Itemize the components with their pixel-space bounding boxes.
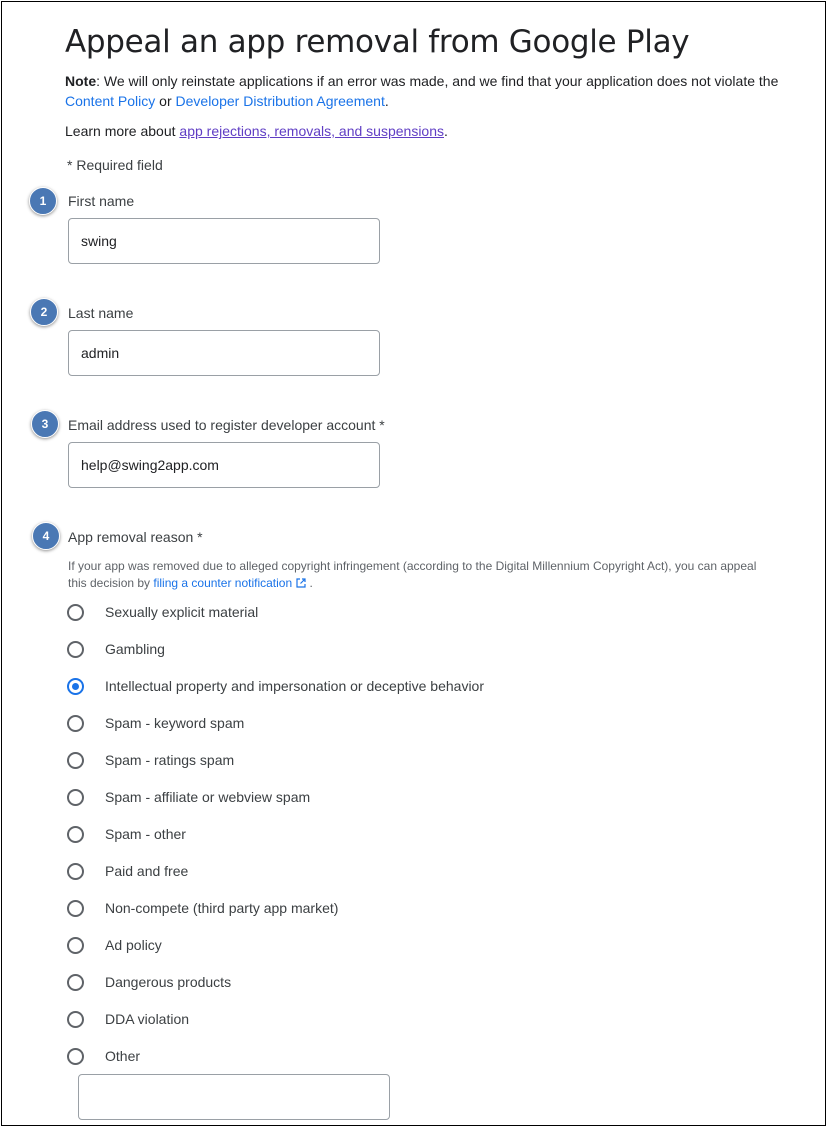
radio-unchecked-icon[interactable] [67, 752, 84, 769]
reason-option-label: Spam - keyword spam [105, 715, 245, 731]
radio-unchecked-icon[interactable] [67, 900, 84, 917]
radio-unchecked-icon[interactable] [67, 974, 84, 991]
step-badge-2: 2 [30, 298, 58, 326]
reason-option-label: Intellectual property and impersonation or deceptive behavior [105, 678, 485, 694]
email-input[interactable] [68, 442, 380, 488]
reason-option-label: Non-compete (third party app market) [105, 900, 339, 916]
radio-unchecked-icon[interactable] [67, 1048, 84, 1065]
reason-option[interactable] [67, 859, 567, 883]
content-policy-link[interactable]: Content Policy [65, 93, 156, 109]
step-badge-4: 4 [32, 522, 60, 550]
step-badge-1: 1 [29, 187, 57, 215]
counter-notification-link-label: filing a counter notification [153, 576, 293, 590]
first-name-label: First name [68, 193, 135, 209]
radio-unchecked-icon[interactable] [67, 826, 84, 843]
step-badge-3: 3 [31, 410, 59, 438]
radio-unchecked-icon[interactable] [67, 1011, 84, 1028]
reason-option-label: Paid and free [105, 863, 189, 879]
reason-option[interactable] [67, 637, 567, 661]
reason-option-label: DDA violation [105, 1011, 190, 1027]
reason-option-label: Gambling [105, 641, 165, 657]
reason-option[interactable] [67, 933, 567, 957]
reason-option[interactable] [67, 970, 567, 994]
radio-checked-icon[interactable] [67, 678, 84, 695]
reason-option-label: Spam - affiliate or webview spam [105, 789, 311, 805]
page-title: Appeal an app removal from Google Play [65, 24, 690, 60]
reason-option[interactable] [67, 896, 567, 920]
last-name-input[interactable] [68, 330, 380, 376]
note-paragraph [65, 71, 785, 111]
helper-suffix: . [306, 576, 313, 590]
last-name-label: Last name [68, 305, 134, 321]
counter-notification-link[interactable] [153, 576, 306, 590]
reason-option-label: Spam - other [105, 826, 186, 842]
reason-option[interactable] [67, 600, 567, 624]
reason-option[interactable] [67, 748, 567, 772]
note-label: Note [65, 73, 97, 89]
radio-unchecked-icon[interactable] [67, 863, 84, 880]
radio-unchecked-icon[interactable] [67, 715, 84, 732]
helper-text: If your app was removed due to alleged copyright infringement (according to the Digital Millennium Copyright Act), you can appeal this decision by [68, 559, 757, 590]
learn-prefix: Learn more about [65, 123, 180, 139]
radio-unchecked-icon[interactable] [67, 641, 84, 658]
note-text-end: . [384, 93, 389, 109]
first-name-input[interactable] [68, 218, 380, 264]
removal-reason-label: App removal reason * [68, 529, 203, 545]
reason-option-label: Sexually explicit material [105, 604, 259, 620]
reason-option-label: Other [105, 1048, 141, 1064]
reason-option[interactable] [67, 1044, 567, 1068]
reason-option-label: Spam - ratings spam [105, 752, 235, 768]
other-reason-input[interactable] [78, 1074, 390, 1120]
reason-option[interactable] [67, 711, 567, 735]
learn-suffix: . [444, 123, 448, 139]
dmca-helper-text [68, 558, 768, 592]
reason-option[interactable] [67, 822, 567, 846]
note-text: : We will only reinstate applications if an error was made, and we find that your application does not violate the [96, 73, 779, 89]
required-field-note: * Required field [67, 157, 163, 173]
dda-link[interactable]: Developer Distribution Agreement [175, 93, 385, 109]
reason-option[interactable] [67, 785, 567, 809]
external-link-icon [296, 578, 306, 588]
radio-unchecked-icon[interactable] [67, 604, 84, 621]
learn-more-paragraph [65, 123, 448, 139]
reason-option[interactable] [67, 1007, 567, 1031]
app-rejections-link[interactable]: app rejections, removals, and suspensions [179, 123, 444, 139]
email-label: Email address used to register developer account * [68, 417, 385, 433]
reason-option[interactable] [67, 674, 567, 698]
form-frame [1, 1, 826, 1126]
radio-unchecked-icon[interactable] [67, 937, 84, 954]
reason-option-label: Dangerous products [105, 974, 232, 990]
note-text-or: or [155, 93, 176, 109]
radio-unchecked-icon[interactable] [67, 789, 84, 806]
reason-option-label: Ad policy [105, 937, 162, 953]
